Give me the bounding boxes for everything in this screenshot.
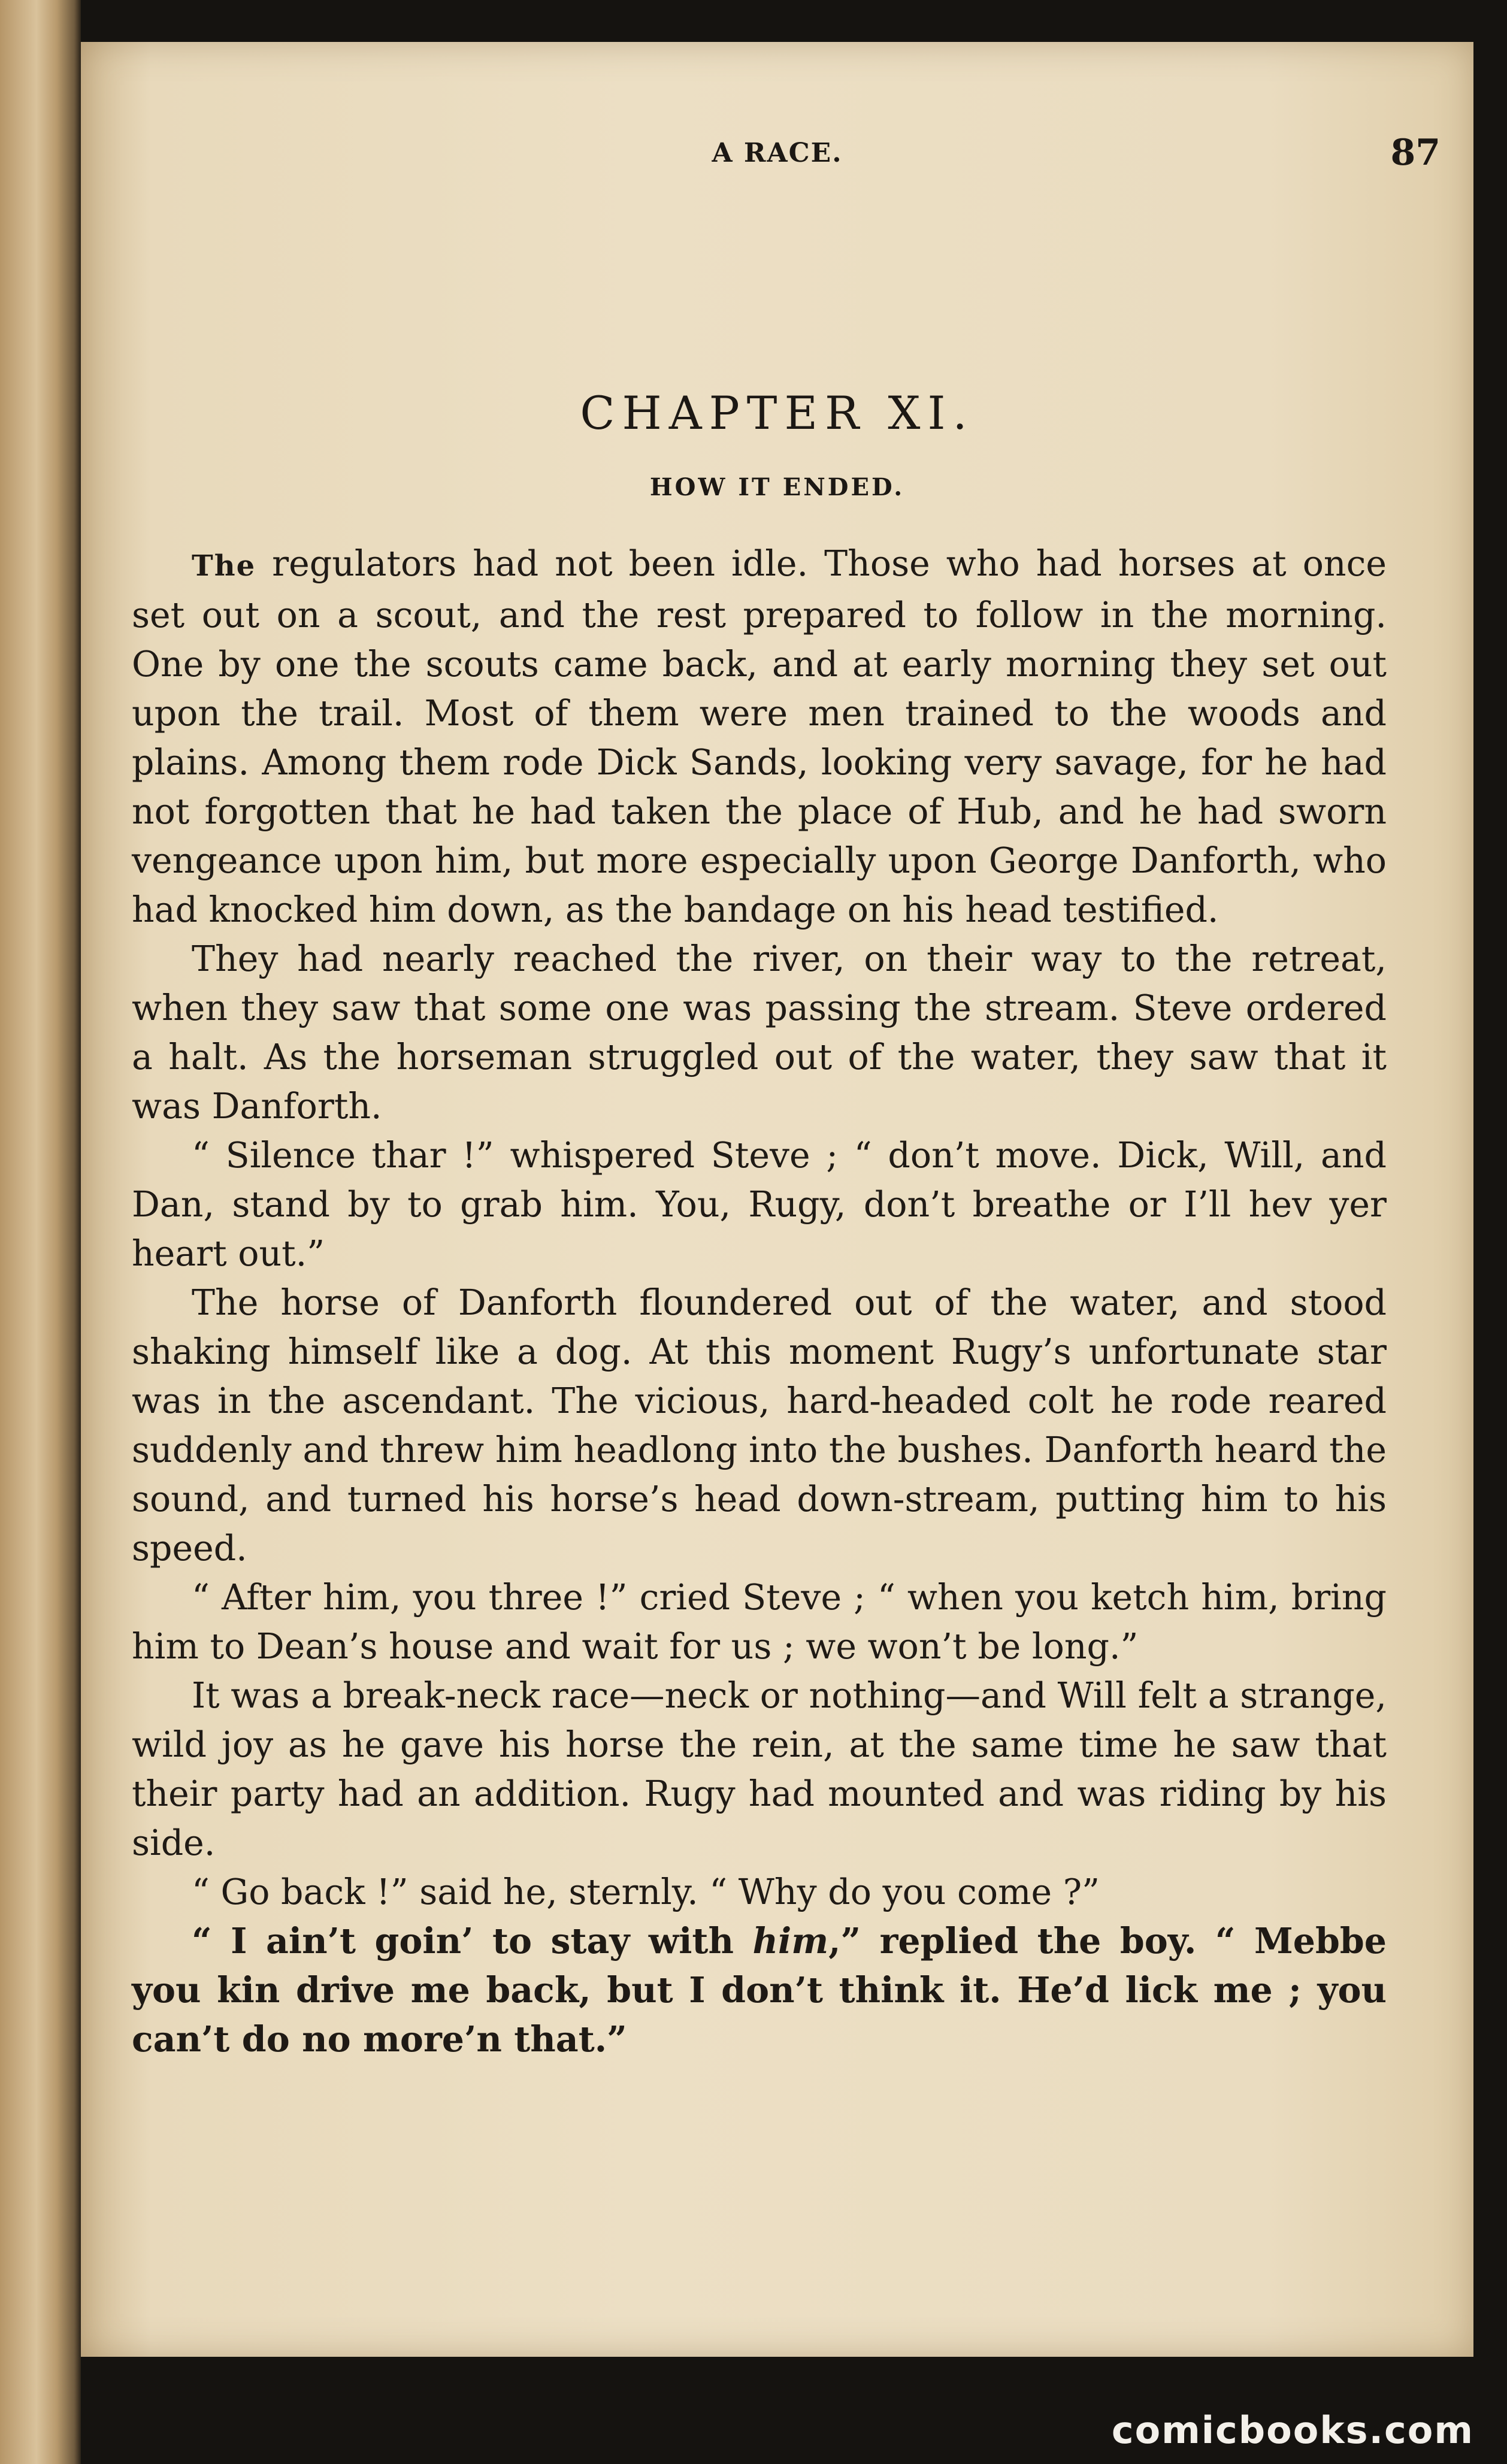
- chapter-title: CHAPTER XI.: [580, 386, 975, 440]
- paragraph: [132, 1917, 1387, 2064]
- book-gutter: [0, 0, 81, 2464]
- book-page: [81, 42, 1473, 2357]
- paragraph-text: regulators had not been idle. Those who had horses at once set out on a scout, and the rest prepared to follow in the morning. One by one the scouts came back, and at early morning they set out upon the trail. Most of them were men trained to the woods and plains. Among them rode Dick Sands, looking very savage, for he had not forgotten that he had taken the place of Hub, and he had sworn vengeance upon him, but more especially upon George Danforth, who had knocked him down, as the bandage on his head testified.: [132, 543, 1387, 930]
- paragraph: They had nearly reached the river, on their way to the retreat, when they saw that some one was passing the stream. Steve ordered a halt. As the horseman struggled out of the water, they saw that it was Danforth.: [132, 939, 1387, 1127]
- paragraph: “ Go back !” said he, sternly. “ Why do you come ?”: [192, 1872, 1100, 1912]
- emphasized-word: him: [752, 1920, 829, 1961]
- chapter-subtitle: HOW IT ENDED.: [649, 473, 905, 501]
- paragraph: The horse of Danforth floundered out of the water, and stood shaking himself like a dog. At this moment Rugy’s unfortunate star was in the ascendant. The vicious, hard-headed colt he rode reared suddenly and threw him headlong into the bushes. Danforth heard the sound, and turned his horse’s head down-stream, putting him to his speed.: [132, 1282, 1387, 1569]
- paragraph-text: “ I ain’t goin’ to stay with: [192, 1920, 753, 1961]
- page-number: 87: [1390, 132, 1441, 174]
- paragraph-text: ,” replied the boy. “ Mebbe you kin drive me back, but I don’t think it. He’d lick me ; you can’t do no more’n that.”: [132, 1920, 1387, 2060]
- paragraph-lead-word: The: [192, 549, 256, 583]
- site-watermark: comicbooks.com: [1111, 2408, 1474, 2452]
- paragraph: [132, 539, 1387, 934]
- running-head: A RACE.: [712, 138, 843, 168]
- paragraph: It was a break-neck race—neck or nothing—and Will felt a strange, wild joy as he gave his horse the rein, at the same time he saw that their party had an addition. Rugy had mounted and was riding by his side.: [132, 1675, 1387, 1863]
- paragraph: “ Silence thar !” whispered Steve ; “ don’t move. Dick, Will, and Dan, stand by to grab him. You, Rugy, don’t breathe or I’ll hev yer heart out.”: [132, 1135, 1387, 1274]
- chapter-body: [132, 539, 1387, 2064]
- paragraph: “ After him, you three !” cried Steve ; “ when you ketch him, bring him to Dean’s house and wait for us ; we won’t be long.”: [132, 1577, 1387, 1667]
